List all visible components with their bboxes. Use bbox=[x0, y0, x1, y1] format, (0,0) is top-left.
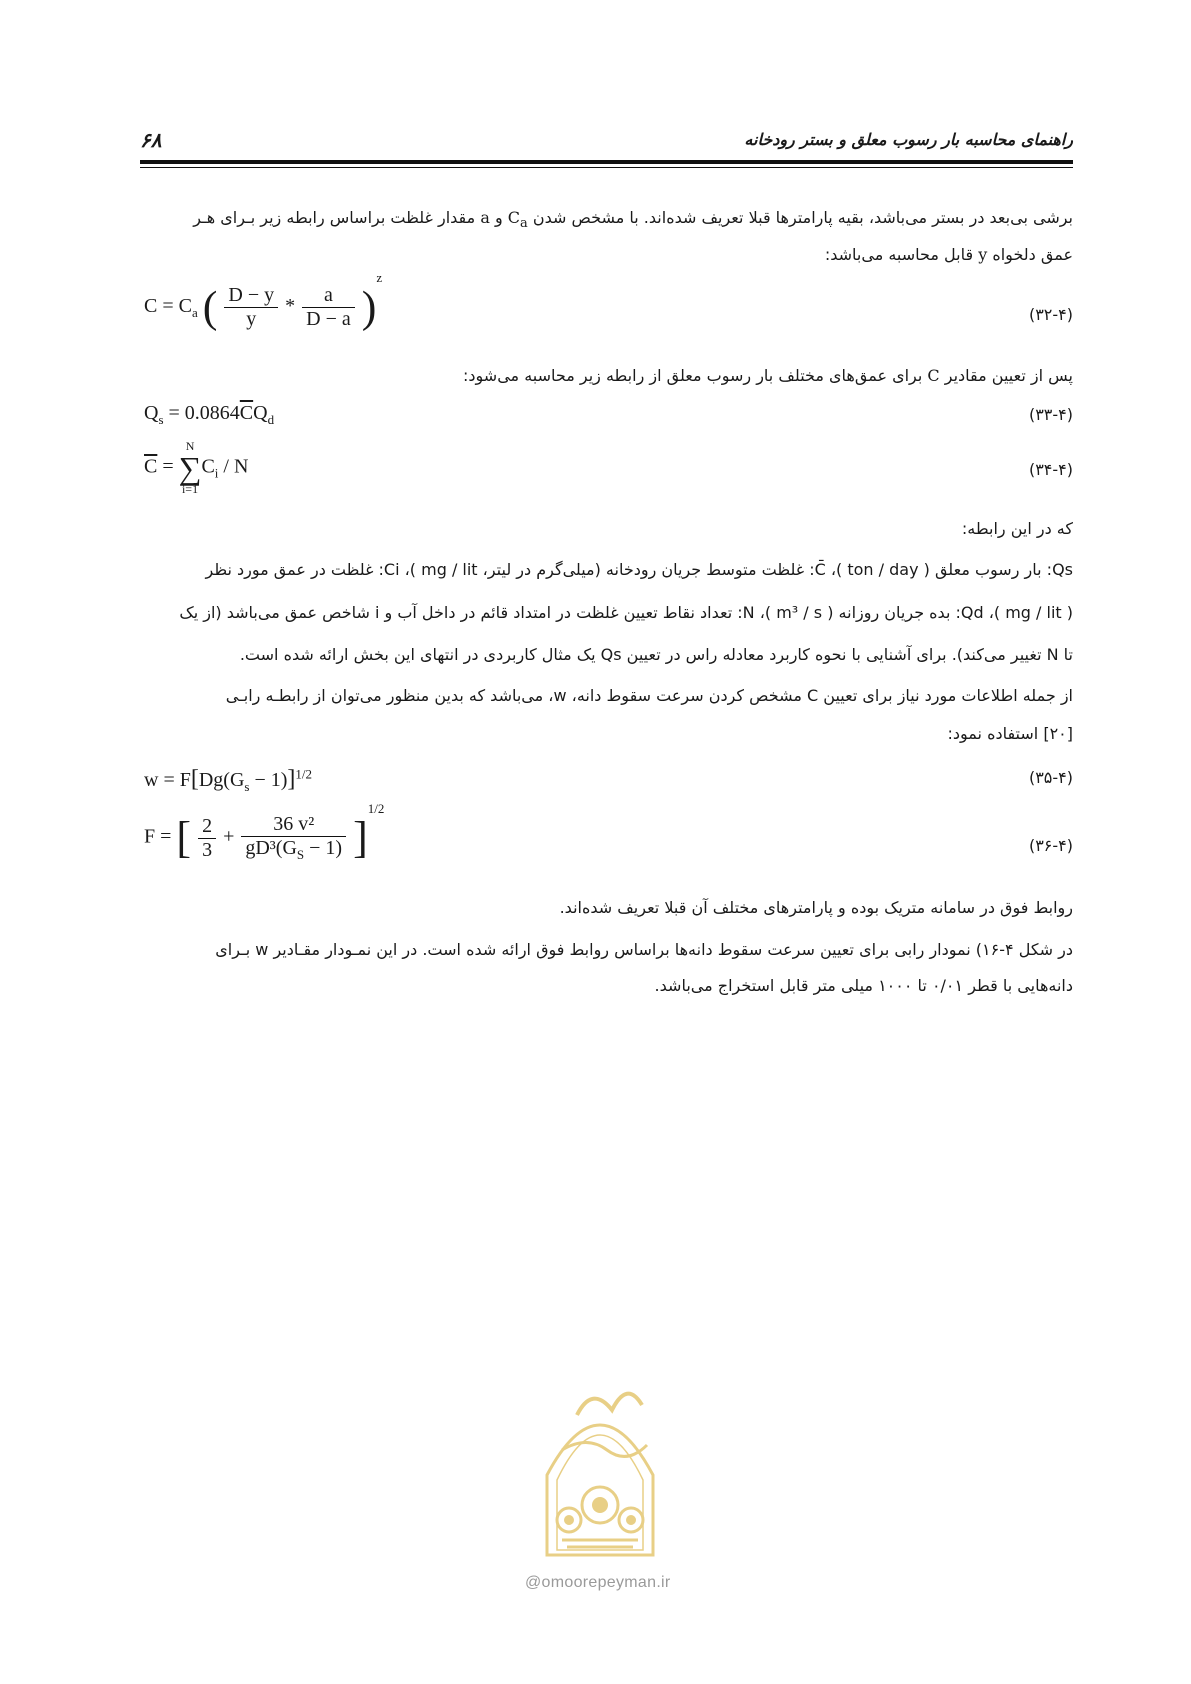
equation-32 bbox=[144, 270, 383, 332]
sum-upper: N bbox=[185, 439, 195, 453]
summation bbox=[179, 440, 202, 496]
equation-number: (۳۲-۴) bbox=[1028, 305, 1073, 324]
denominator: 3 bbox=[202, 838, 213, 861]
c-bar: $\overline{C}$ bbox=[144, 455, 158, 478]
denominator bbox=[241, 837, 346, 863]
eq-text: = bbox=[157, 455, 179, 478]
numerator: 2 bbox=[198, 815, 216, 839]
text-run: برشی بی‌بعد در بستر می‌باشد، بقیه پارامترها قبلا تعریف شده‌اند. با مشخص شدن bbox=[532, 208, 1073, 227]
numerator: D − y bbox=[224, 284, 278, 308]
paragraph-line bbox=[140, 364, 1073, 388]
bracket-right: ] bbox=[287, 766, 296, 792]
paragraph-line: روابط فوق در سامانه متریک بوده و پارامترهای مختلف آن قبلا تعریف شده‌اند. bbox=[559, 898, 1073, 917]
denominator-text: gD³(G bbox=[245, 837, 297, 859]
var-ca: $C_a$ bbox=[507, 208, 528, 232]
equation-number: (۳۵-۴) bbox=[1028, 768, 1073, 787]
paragraph-line: از جمله اطلاعات مورد نیاز برای تعیین C مشخص کردن سرعت سقوط دانه، w، می‌باشد که بدین منظور می‌توان از رابطـه رابـی bbox=[225, 686, 1073, 705]
var-y: y bbox=[978, 245, 988, 264]
eq-sub: s bbox=[244, 779, 250, 794]
text-run: و bbox=[494, 208, 503, 227]
text-run: برای عمق‌های مختلف بار رسوب معلق از رابطه زیر محاسبه می‌شود: bbox=[463, 366, 923, 385]
paragraph-line: ( mg / lit )، Qd: بده جریان روزانه ( m³ / s )، N: تعداد نقاط تعیین غلظت در امتداد قائم در داخل آب و i شاخص عمق می‌باشد (از یک bbox=[179, 603, 1073, 622]
paragraph-line: [۲۰] استفاده نمود: bbox=[947, 724, 1073, 743]
numerator: 36 v² bbox=[241, 813, 346, 837]
paragraph-line: تا N تغییر می‌کند). برای آشنایی با نحوه کاربرد معادله راس در تعیین Qs یک مثال کاربردی در انتهای این بخش ارائه شده است. bbox=[239, 645, 1073, 664]
eq-symbol: Q bbox=[144, 402, 159, 424]
logo-graphic bbox=[517, 1355, 683, 1565]
equation-35 bbox=[144, 766, 312, 795]
fraction bbox=[224, 284, 278, 331]
bracket-left: [ bbox=[190, 766, 199, 792]
eq-symbol: Q bbox=[253, 402, 268, 424]
var-a: a bbox=[480, 208, 490, 227]
c-bar: $\overline{C}$ bbox=[239, 402, 254, 424]
eq-lhs: C = C bbox=[144, 295, 192, 318]
exponent: 1/2 bbox=[367, 800, 385, 816]
paragraph-line: Qs: بار رسوب معلق ( ton / day )، C̄: غلظت متوسط جریان رودخانه (میلی‌گرم در لیتر، mg / lit )، Ci: غلظت در عمق مورد نظر bbox=[205, 560, 1073, 579]
running-title: راهنمای محاسبه بار رسوب معلق و بستر رودخانه bbox=[744, 130, 1073, 149]
sum-lower: i=1 bbox=[181, 482, 199, 496]
eq-text: Dg(G bbox=[198, 769, 245, 791]
eq-symbol: C bbox=[201, 455, 215, 478]
text-run: قابل محاسبه می‌باشد: bbox=[824, 245, 974, 264]
equation-33 bbox=[144, 402, 274, 428]
equation-number: (۳۶-۴) bbox=[1028, 836, 1073, 855]
paragraph-line: که در این رابطه: bbox=[961, 519, 1073, 538]
equation-number: (۳۴-۴) bbox=[1028, 460, 1073, 479]
paragraph-line: در شکل ۴-۱۶) نمودار رابی برای تعیین سرعت سقوط دانه‌ها براساس روابط فوق ارائه شده است. در این نمـودار مقـادیر w بـرای bbox=[215, 940, 1073, 959]
eq-text: − 1) bbox=[249, 769, 288, 791]
plus-sign: + bbox=[223, 825, 235, 848]
eq-sub: d bbox=[267, 412, 275, 427]
eq-sub: i bbox=[214, 465, 219, 481]
equation-number: (۳۳-۴) bbox=[1028, 405, 1073, 424]
watermark-url: @omoorepeyman.ir bbox=[525, 1574, 671, 1591]
eq-text: = 0.0864 bbox=[163, 402, 240, 424]
watermark-logo bbox=[517, 1355, 683, 1565]
denominator-text: − 1) bbox=[304, 837, 343, 859]
fraction bbox=[198, 815, 216, 862]
eq-sub: a bbox=[191, 305, 198, 321]
mult-sign: * bbox=[285, 295, 296, 318]
text-run: مقدار غلظت براساس رابطه زیر بـرای هـر bbox=[193, 208, 476, 227]
sigma-symbol: ∑ bbox=[178, 450, 202, 486]
paragraph-line: دانه‌هایی با قطر ۰/۰۱ تا ۱۰۰۰ میلی متر قابل استخراج می‌باشد. bbox=[654, 976, 1073, 995]
numerator: a bbox=[302, 284, 355, 308]
eq-text: F = bbox=[144, 825, 177, 848]
exponent: 1/2 bbox=[295, 766, 313, 782]
page-number: ۶۸ bbox=[140, 128, 162, 152]
bracket-left: [ bbox=[176, 813, 192, 862]
eq-text: w = F bbox=[144, 769, 191, 791]
eq-sub: s bbox=[158, 412, 164, 427]
text-run: عمق دلخواه bbox=[992, 245, 1073, 264]
equation-36 bbox=[144, 800, 385, 863]
denominator: D − a bbox=[306, 308, 351, 330]
header-rule-thick bbox=[140, 160, 1073, 164]
header-rule-thin bbox=[140, 167, 1073, 168]
fraction bbox=[241, 813, 346, 863]
exponent: z bbox=[376, 270, 383, 286]
eq-sub: S bbox=[296, 847, 305, 862]
paren-right: ) bbox=[361, 282, 377, 332]
bracket-right: ] bbox=[353, 813, 368, 862]
page-header bbox=[140, 128, 1073, 156]
text-run: پس از تعیین مقادیر bbox=[944, 366, 1073, 385]
fraction bbox=[302, 284, 355, 331]
eq-text: / N bbox=[218, 455, 249, 478]
paren-left: ( bbox=[202, 282, 218, 332]
var-c: C bbox=[927, 366, 940, 385]
denominator: y bbox=[246, 308, 257, 330]
paragraph-line bbox=[140, 243, 1073, 267]
equation-34 bbox=[144, 440, 248, 496]
paragraph-line bbox=[140, 206, 1073, 236]
